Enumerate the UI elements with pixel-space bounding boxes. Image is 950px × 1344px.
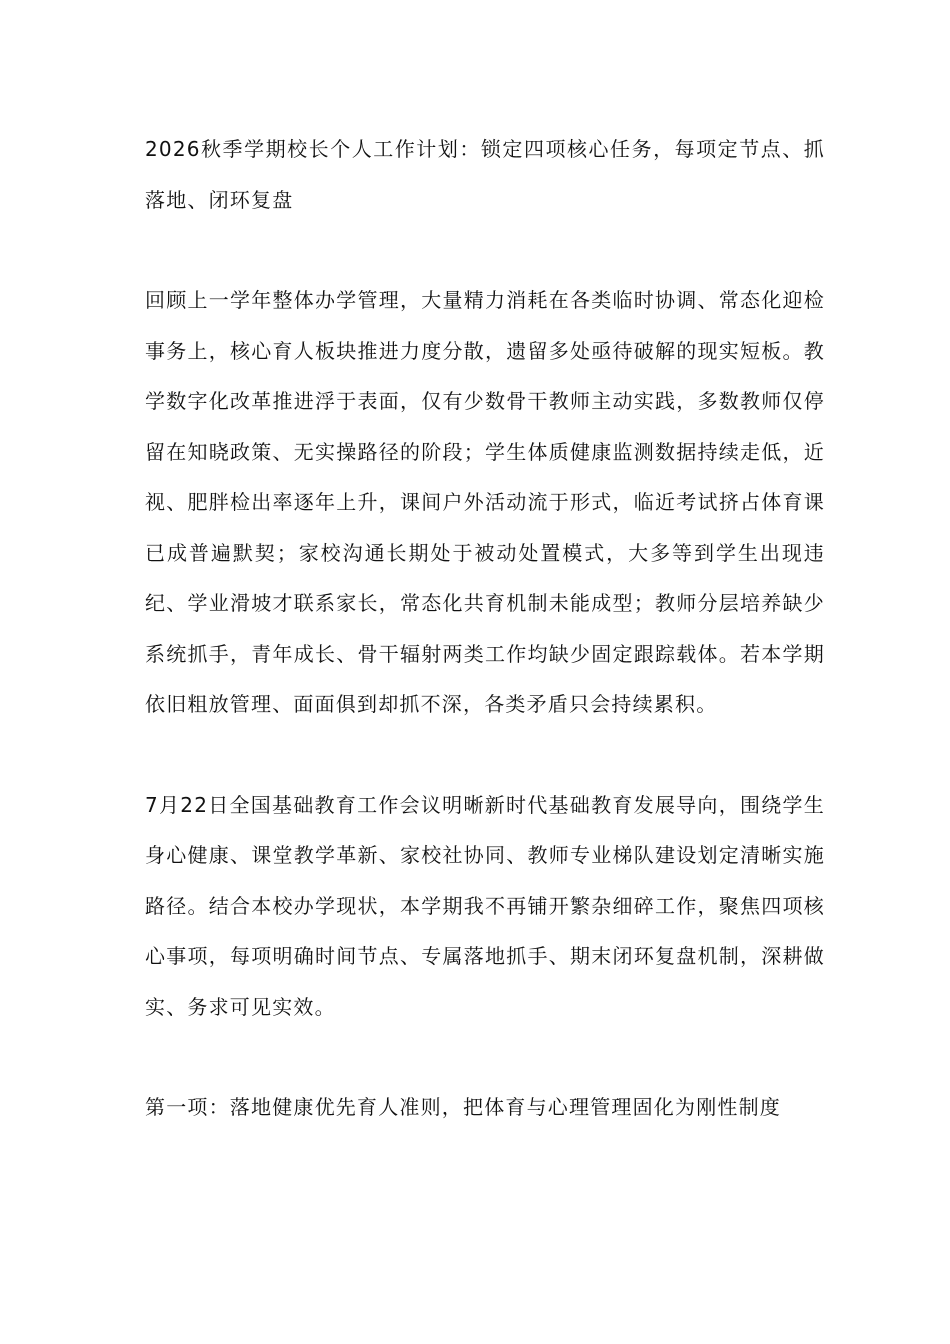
paragraph-review: 回顾上一学年整体办学管理，大量精力消耗在各类临时协调、常态化迎检事务上，核心育人板块推进力度分散，遗留多处亟待破解的现实短板。教学数字化改革推进浮于表面，仅有少数骨干教师主动实践，多数教师仅停留在知晓政策、无实操路径的阶段；学生体质健康监测数据持续走低，近视、肥胖检出率逐年上升，课间户外活动流于形式，临近考试挤占体育课已成普遍默契；家校沟通长期处于被动处置模式，大多等到学生出现违纪、学业滑坡才联系家长，常态化共育机制未能成型；教师分层培养缺少系统抓手，青年成长、骨干辐射两类工作均缺少固定跟踪载体。若本学期依旧粗放管理、面面俱到却抓不深，各类矛盾只会持续累积。 [145, 288, 825, 716]
document-title: 2026秋季学期校长个人工作计划：锁定四项核心任务，每项定节点、抓落地、闭环复盘 [145, 137, 825, 212]
section-heading-item-one: 第一项：落地健康优先育人准则，把体育与心理管理固化为刚性制度 [145, 1095, 781, 1119]
paragraph-guidance: 7月22日全国基础教育工作会议明晰新时代基础教育发展导向，围绕学生身心健康、课堂教学革新、家校社协同、教师专业梯队建设划定清晰实施路径。结合本校办学现状，本学期我不再铺开繁杂细碎工作，聚焦四项核心事项，每项明确时间节点、专属落地抓手、期末闭环复盘机制，深耕做实、务求可见实效。 [145, 792, 825, 1019]
document-body [145, 124, 825, 1133]
